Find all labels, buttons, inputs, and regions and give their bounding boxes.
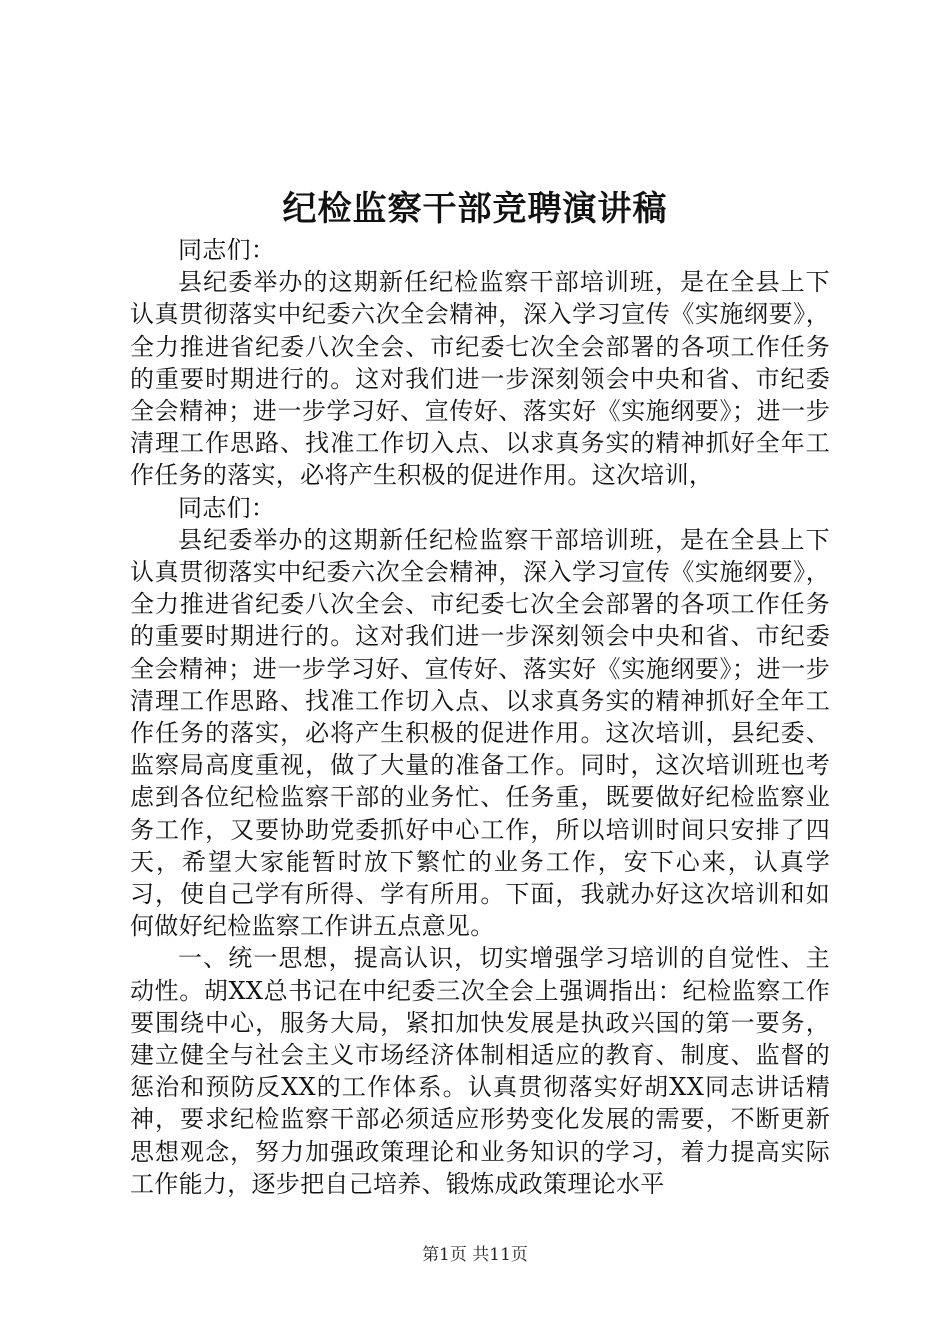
page-footer: 第1页 共11页 — [422, 1245, 528, 1265]
body-paragraph: 县纪委举办的这期新任纪检监察干部培训班，是在全县上下认真贯彻落实中纪委六次全会精神，深入学习宣传《实施纲要》，全力推进省纪委八次全会、市纪委七次全会部署的各项工作任务的重要时期进行的。这对我们进一步深刻领会中央和省、市纪委全会精神；进一步学习好、宣传好、落实好《实施纲要》；进一步清理工作思路、找准工作切入点、以求真务实的精神抓好全年工作任务的落实，必将产生积极的促进作用。这次培训，县纪委、监察局高度重视，做了大量的准备工作。同时，这次培训班也考虑到各位纪检监察干部的业务忙、任务重，既要做好纪检监察业务工作，又要协助党委抓好中心工作，所以培训时间只安排了四天，希望大家能暂时放下繁忙的业务工作，安下心来，认真学习，使自己学有所得、学有所用。下面，我就办好这次培训和如何做好纪检监察工作讲五点意见。 — [130, 525, 830, 941]
salutation: 同志们： — [178, 493, 276, 522]
document-title: 纪检监察干部竞聘演讲稿 — [282, 189, 668, 229]
body-paragraph: 县纪委举办的这期新任纪检监察干部培训班，是在全县上下认真贯彻落实中纪委六次全会精神，深入学习宣传《实施纲要》，全力推进省纪委八次全会、市纪委七次全会部署的各项工作任务的重要时期进行的。这对我们进一步深刻领会中央和省、市纪委全会精神；进一步学习好、宣传好、落实好《实施纲要》；进一步清理工作思路、找准工作切入点、以求真务实的精神抓好全年工作任务的落实，必将产生积极的促进作用。这次培训， — [130, 268, 830, 490]
salutation: 同志们： — [178, 236, 276, 264]
document-body — [130, 234, 830, 1200]
body-paragraph: 一、统一思想，提高认识，切实增强学习培训的自觉性、主动性。胡XX总书记在中纪委三次全会上强调指出：纪检监察工作要围绕中心，服务大局，紧扣加快发展是执政兴国的第一要务，建立健全与社会主义市场经济体制相适应的教育、制度、监督的惩治和预防反XX的工作体系。认真贯彻落实好胡XX同志讲话精神，要求纪检监察干部必须适应形势变化发展的需要，不断更新思想观念，努力加强政策理论和业务知识的学习，着力提高实际工作能力，逐步把自己培养、锻炼成政策理论水平 — [130, 944, 830, 1198]
